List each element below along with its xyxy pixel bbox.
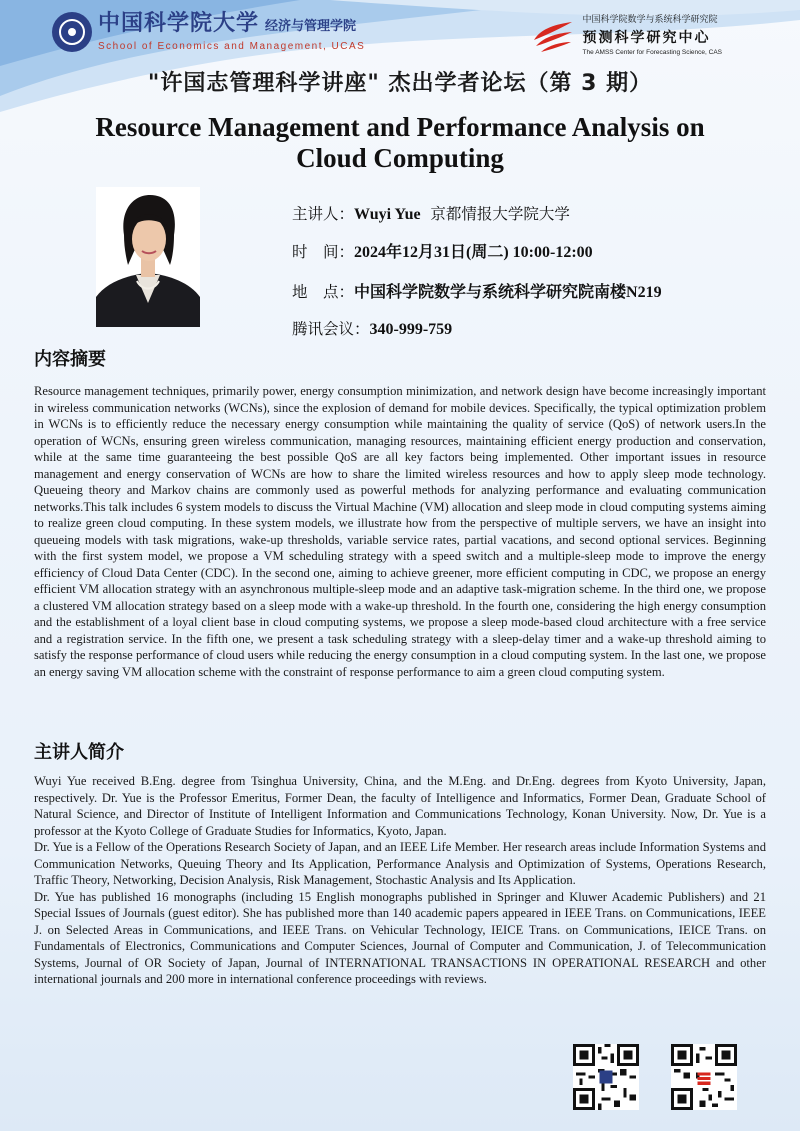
speaker-photo [96,187,200,327]
abstract-heading: 内容摘要 [34,349,106,370]
forecasting-center-name-cn: 预测科学研究中心 [582,30,711,46]
qr-code-icon [573,1044,639,1110]
school-name-cn: 经济与管理学院 [265,19,357,34]
lecture-series-title: "许国志管理科学讲座" 杰出学者论坛（第 3 期） [147,71,653,96]
speaker-line [292,202,570,224]
speaker-affiliation: 京都情报大学院大学 [430,205,570,223]
ucas-name: 中国科学院大学 [98,10,260,36]
place-line [292,279,662,302]
place-value: 中国科学院数学与系统科学研究院南楼N219 [354,284,662,301]
meeting-id: 340-999-759 [369,321,453,338]
meeting-line [292,317,452,339]
forecasting-center-name-en: The AMSS Center for Forecasting Science, CAS [582,49,722,56]
place-label: 地 点： [292,283,355,301]
bio-section [34,773,766,988]
talk-title: Resource Management and Performance Analysis on Cloud Computing [95,112,705,173]
bio-heading: 主讲人简介 [34,742,124,763]
bio-paragraph: Dr. Yue has published 16 monographs (including 15 English monographs published in Springer and Kluwer Academic Publishers) and 21 Special Issues of Journals (guest editor). She has published more than 140 academic papers appeared in IEEE Trans. on Communications, IEEE J. on Selected Areas in Communications, and IEEE Trans. on Vehicular Technology, IEICE Trans. on Communications, IEICE Trans. on Fundamentals of Electronics, Communications and Computer Sciences, Journal of Computer and Communication, J. of Telecommunication Systems, Journal of OR Society of Japan, Journal of INTERNATIONAL TRANSACTIONS IN OPERATIONAL RESEARCH and other international journals and 200 more in international conference proceedings with reviews. [34,889,766,986]
time-value: 2024年12月31日(周二) 10:00-12:00 [354,244,593,261]
amss-forecasting-logo [531,12,722,56]
time-line [292,239,593,262]
school-name-en: School of Economics and Management, UCAS [98,41,366,52]
forecasting-center-mark-icon [531,14,575,54]
speaker-label: 主讲人： [292,205,355,223]
abstract-text: Resource management techniques, primarily power, energy consumption minimization, and network design have become increasingly important in wireless communication networks (WCNs), since the explosion of demand for mobile devices. Specifically, the typical optimization problem in WCNs is to efficiently reduce the necessary energy consumption while maintaining the quality of service (QoS) of network users.In the operation of WCNs, ensuring green wireless communication, managing resources, maintaining efficient energy production and conservation, while at the same time guaranteeing the best possible QoS are all key factors being implemented. Other important issues in resource management and energy conservation of WCNs are how to share the limited wireless resources and how to apply sleep mode technology. Queueing theory and Markov chains are commonly used as powerful methods for analyzing performance and evaluating communication networks.This talk includes 6 system models to discuss the Virtual Machine (VM) allocation and sleep mode in cloud computing systems aiming to realize green cloud computing. In these system models, we illustrate how from the perspective of multiple servers, we have an insight into queueing models with task migrations, wake-up thresholds, variable service rates, partial vacations, and second optional services. Beginning with the first system model, we propose a VM scheduling strategy with a speed switch and a multiple-sleep mode to improve the energy efficiency of Cloud Data Center (CDC). In the second one, aiming to achieve greener, more efficient computing in CDC, we propose an energy efficient VM allocation strategy with an asynchronous multiple-sleep mode and an adaptive task-migration scheme. In the third one, we propose a clustered VM allocation strategy based on a sleep mode with a wake-up threshold. In the fourth one, considering the high energy consumption and the establishment of a loyal client base in cloud computing systems, we propose a sleep mode-based cloud architecture with a free service and a registration service. In the fifth one, we present a task scheduling strategy with a sleep-delay timer and a wake-up threshold aiming to satisfy the response performance of cloud users while reducing the energy consumption in a cloud computing system. In the last one, we propose an energy saving VM allocation scheme with the constraint of response performance to aim a green cloud computing system. [34,384,766,679]
ucas-seal-icon [52,12,92,52]
time-label: 时 间： [292,243,355,261]
bio-paragraph: Dr. Yue is a Fellow of the Operations Research Society of Japan, and an IEEE Life Member. Her research areas include Information Systems and Communication Networks, Queuing Theory and Its Application, Performance Analysis and Optimization of Systems, Operations Research, Traffic Theory, Networking, Decision Analysis, Risk Management, Stochastic Analysis and Its Application. [34,840,766,887]
speaker-name: Wuyi Yue [354,206,421,223]
qr-code-icon [671,1044,737,1110]
amss-parent-name: 中国科学院数学与系统科学研究院 [582,15,718,25]
meeting-label: 腾讯会议： [292,320,370,338]
ucas-logo [52,10,365,58]
bio-paragraph: Wuyi Yue received B.Eng. degree from Tsinghua University, China, and the M.Eng. and Dr.Eng. degrees from Kyoto University, Japan, respectively. Dr. Yue is the Professor Emeritus, Former Dean, the faculty of Intelligence and Informatics, Former Dean, Graduate School of Natural Science, and Director of Institute of Intelligent Information and Communications Technology, Konan University. Now, Dr. Yue is a professor at the Kyoto College of Graduate Studies for Informatics, Kyoto, Japan. [34,774,766,838]
